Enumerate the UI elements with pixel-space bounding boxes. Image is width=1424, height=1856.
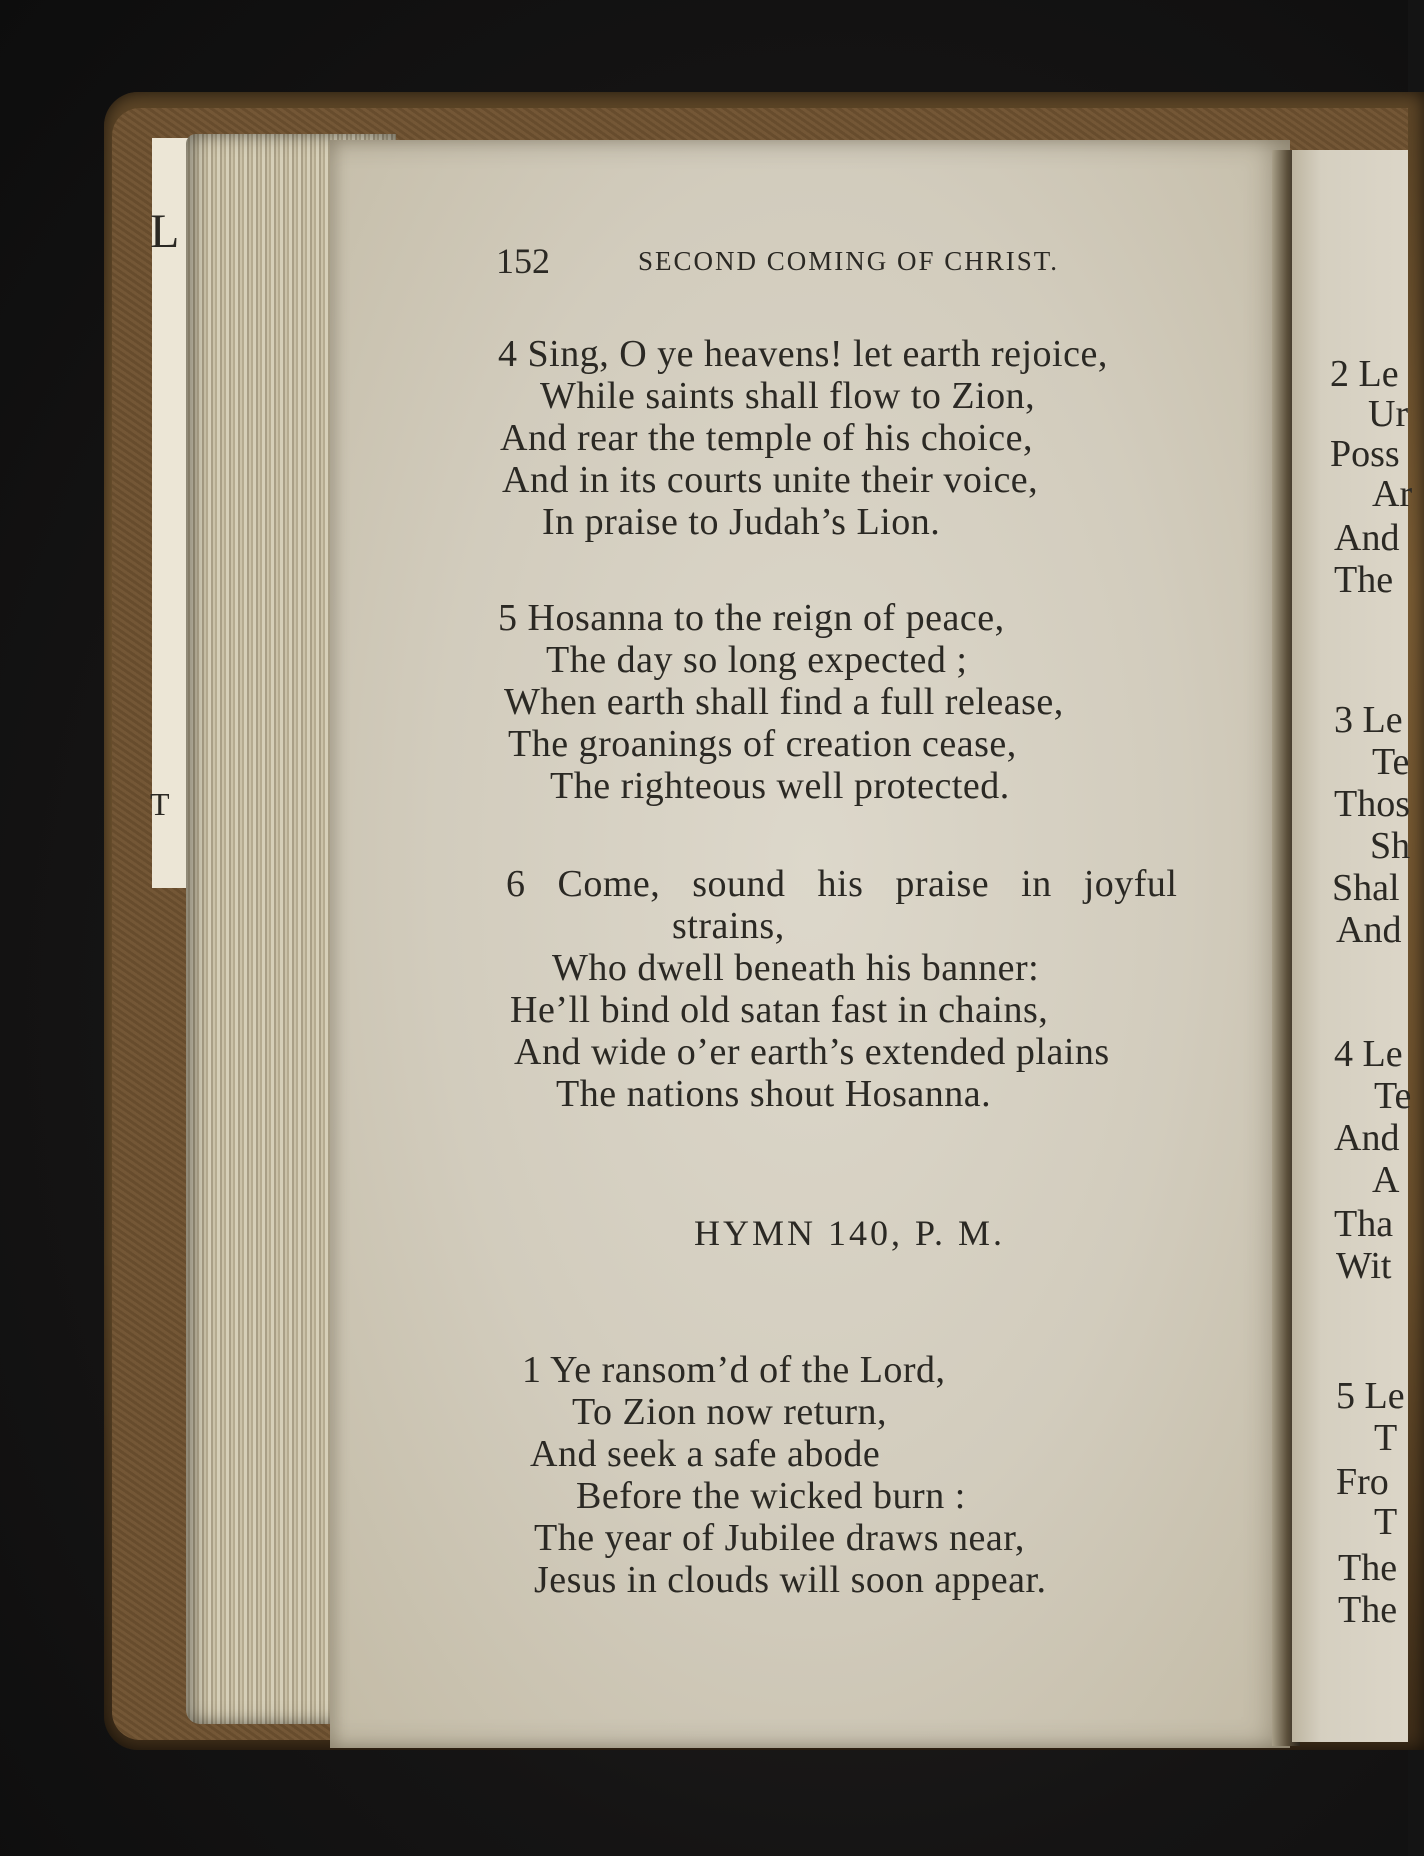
verse-line: The groanings of creation cease, <box>508 723 1017 765</box>
facing-line: A <box>1372 1159 1400 1201</box>
page-number: 152 <box>496 241 550 281</box>
verse-line: The nations shout Hosanna. <box>556 1073 992 1115</box>
facing-line: Fro <box>1336 1461 1389 1503</box>
verse-line: And wide o’er earth’s extended plains <box>514 1031 1110 1073</box>
verse-line: In praise to Judah’s Lion. <box>542 501 941 543</box>
verse-line: The year of Jubilee draws near, <box>534 1517 1025 1559</box>
verse-line: strains, <box>672 905 785 947</box>
verse-line: Before the wicked burn : <box>576 1475 966 1517</box>
endpaper-letter: T <box>150 786 170 822</box>
facing-line: Sh <box>1370 825 1411 867</box>
facing-line: And <box>1334 1117 1400 1159</box>
verse-line: When earth shall find a full release, <box>504 681 1064 723</box>
running-header: SECOND COMING OF CHRIST. <box>638 246 1060 276</box>
facing-line: T <box>1374 1501 1398 1543</box>
facing-line: And <box>1334 517 1400 559</box>
verse-line: And seek a safe abode <box>530 1433 881 1475</box>
facing-line: Shal <box>1332 867 1400 909</box>
facing-line: Wit <box>1336 1245 1392 1287</box>
verse-line: To Zion now return, <box>572 1391 888 1433</box>
hymn-heading: HYMN 140, P. M. <box>694 1213 1006 1253</box>
endpaper-letter: L <box>150 205 180 258</box>
facing-line: The <box>1338 1547 1398 1589</box>
verse-line: 6 Come, sound his praise in joyful <box>506 863 1178 905</box>
verse-line: Who dwell beneath his banner: <box>552 947 1040 989</box>
verse-line: The righteous well protected. <box>550 765 1010 807</box>
facing-line: The <box>1334 559 1394 601</box>
facing-line: Ar <box>1372 473 1413 515</box>
facing-line: Tha <box>1334 1203 1394 1245</box>
facing-line: Thos <box>1334 783 1410 825</box>
facing-line: Te <box>1372 741 1410 783</box>
facing-line: The <box>1338 1589 1398 1631</box>
facing-line: Poss <box>1330 433 1400 475</box>
verse-line: He’ll bind old satan fast in chains, <box>510 989 1049 1031</box>
facing-line: 2 Le <box>1330 353 1399 395</box>
facing-line: T <box>1374 1417 1398 1459</box>
verse-line: And in its courts unite their voice, <box>502 459 1039 501</box>
facing-line: Te <box>1374 1075 1412 1117</box>
verse-line: 1 Ye ransom’d of the Lord, <box>522 1349 946 1391</box>
facing-line: 4 Le <box>1334 1033 1403 1075</box>
facing-line: Ur <box>1368 393 1409 435</box>
verse-line: 5 Hosanna to the reign of peace, <box>498 597 1005 639</box>
verse-line: 4 Sing, O ye heavens! let earth rejoice, <box>498 333 1108 375</box>
verse-line: And rear the temple of his choice, <box>500 417 1033 459</box>
verse-line: Jesus in clouds will soon appear. <box>534 1559 1047 1601</box>
facing-line: And <box>1336 909 1402 951</box>
facing-line: 5 Le <box>1336 1375 1405 1417</box>
verse-line: The day so long expected ; <box>546 639 968 681</box>
facing-line: 3 Le <box>1334 699 1403 741</box>
verse-line: While saints shall flow to Zion, <box>540 375 1036 417</box>
